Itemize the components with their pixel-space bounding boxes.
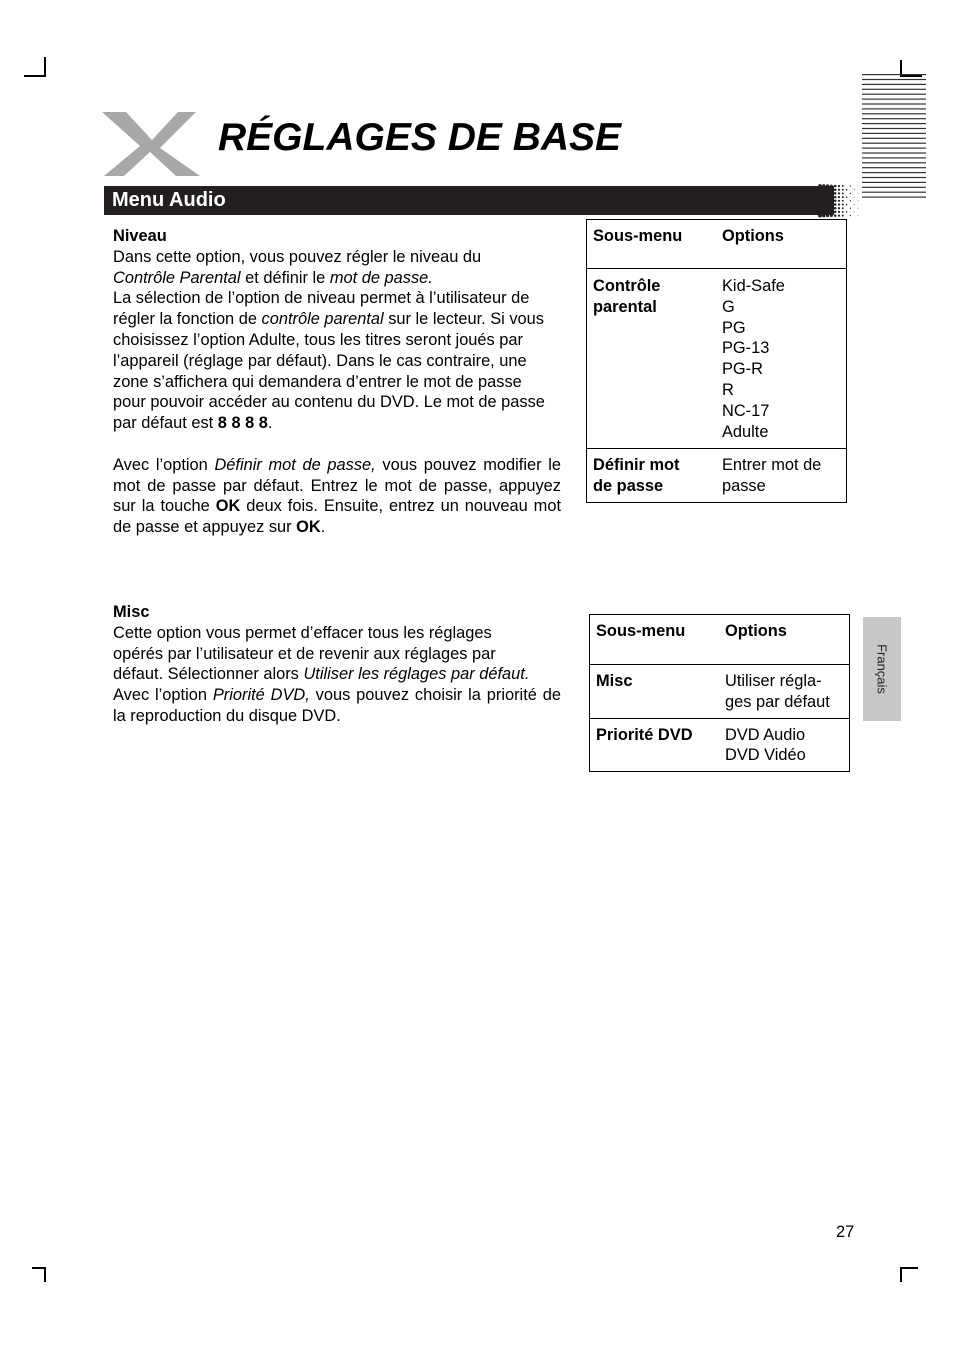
x-logo-icon bbox=[100, 108, 202, 178]
misc-paragraph-1: Cette option vous permet d’effacer tous les réglages opérés par l’utilisateur et de revenir aux réglages par défaut. Sélectionner alors Utiliser les réglages par défaut. bbox=[113, 623, 530, 684]
row-options: Entrer mot de passe bbox=[716, 449, 847, 503]
table-row bbox=[590, 718, 850, 772]
row-options: DVD Audio DVD Vidéo bbox=[719, 718, 850, 772]
row-key: Contrôle parental bbox=[587, 269, 717, 449]
options-table-misc bbox=[589, 614, 850, 772]
column-header-options: Options bbox=[716, 220, 847, 269]
column-header-submenu: Sous-menu bbox=[587, 220, 717, 269]
row-options: Kid-Safe G PG PG-13 PG-R R NC-17 Adulte bbox=[716, 269, 847, 449]
page-title: RÉGLAGES DE BASE bbox=[218, 116, 622, 159]
niveau-paragraph-1: Dans cette option, vous pouvez régler le niveau du Contrôle Parental et définir le mot de passe. bbox=[113, 247, 482, 287]
niveau-heading: Niveau bbox=[113, 227, 167, 245]
table-header-row bbox=[587, 220, 847, 269]
language-tab-label: Français bbox=[874, 644, 890, 694]
page-number: 27 bbox=[836, 1223, 855, 1241]
misc-paragraph-2: Avec l’option Priorité DVD, vous pouvez choisir la priorité de la reproduction du disque DVD. bbox=[113, 686, 561, 725]
table-row bbox=[587, 269, 847, 449]
misc-section bbox=[113, 602, 561, 727]
column-header-submenu: Sous-menu bbox=[590, 615, 720, 665]
row-options: Utiliser régla- ges par défaut bbox=[719, 665, 850, 719]
row-key: Définir mot de passe bbox=[587, 449, 717, 503]
table-header-row bbox=[590, 615, 850, 665]
misc-heading: Misc bbox=[113, 603, 150, 621]
row-key: Misc bbox=[590, 665, 720, 719]
section-title: Menu Audio bbox=[112, 189, 226, 211]
table-row bbox=[587, 449, 847, 503]
table-row bbox=[590, 665, 850, 719]
options-table-niveau bbox=[586, 219, 847, 503]
column-header-options: Options bbox=[719, 615, 850, 665]
row-key: Priorité DVD bbox=[590, 718, 720, 772]
niveau-paragraph-3: Avec l’option Définir mot de passe, vous pouvez modifier le mot de passe par défaut. Entrez le mot de passe, appuyez sur la touche OK deux fois. Ensuite, entrez un nouveau mot de passe et appuyez sur OK. bbox=[113, 455, 562, 537]
halftone-dots-decoration bbox=[818, 184, 862, 218]
niveau-section bbox=[113, 226, 561, 538]
niveau-paragraph-2: La sélection de l’option de niveau permet à l’utilisateur de régler la fonction de contrôle parental sur le lecteur. Si vous choisissez l’option Adulte, tous les titres seront joués par l’appareil (réglage par défaut). Dans le cas contraire, une zone s’affichera qui demandera d’entrer le mot de passe pour pouvoir accéder au contenu du DVD. Le mot de passe par défaut est 8 8 8 8. bbox=[113, 289, 545, 433]
decorative-stripes bbox=[862, 72, 928, 202]
